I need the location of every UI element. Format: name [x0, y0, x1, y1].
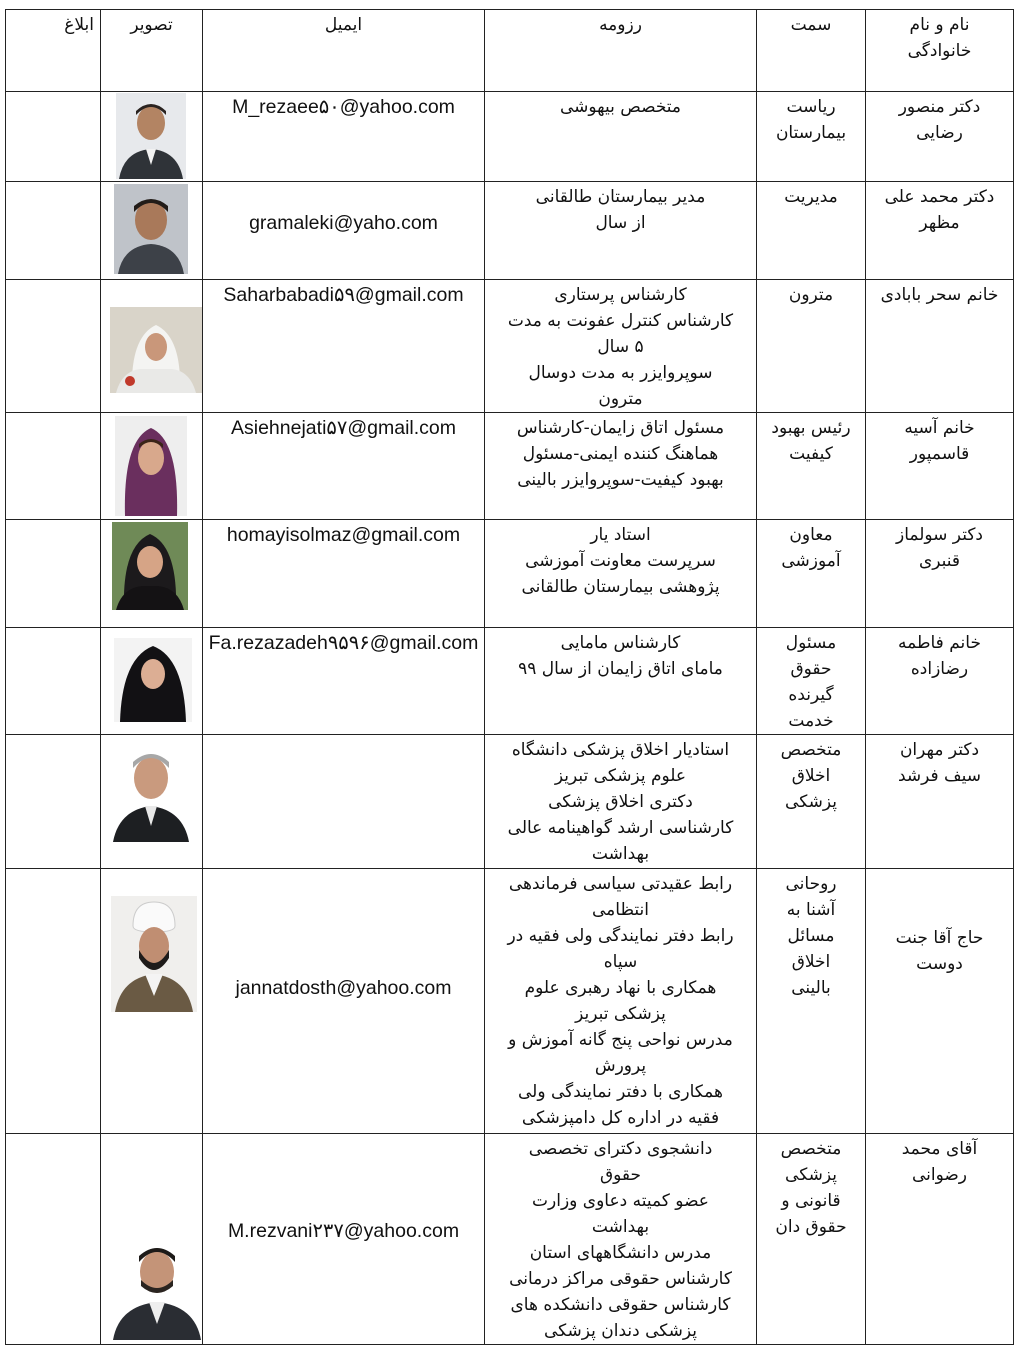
name-cell: خانم آسیه قاسمپور [866, 413, 1014, 520]
email-cell: jannatdosth@yahoo.com [203, 869, 485, 1134]
position-cell: روحانی آشنا به مسائل اخلاق بالینی [757, 869, 866, 1134]
email-cell: Fa.rezazadeh۹۵۹۶@gmail.com [203, 628, 485, 735]
resume-cell: متخصص بیهوشی [485, 92, 757, 182]
name-cell: خانم سحر بابادی [866, 280, 1014, 413]
resume-cell: استادیار اخلاق پزشکی دانشگاه علوم پزشکی تبریز دکتری اخلاق پزشکی کارشناسی ارشد گواهینامه عالی بهداشت [485, 735, 757, 869]
name-cell: آقای محمد رضوانی [866, 1134, 1014, 1345]
man-portrait-icon [111, 740, 191, 842]
notify-cell [6, 413, 101, 520]
notify-cell [6, 182, 101, 280]
table-row [6, 182, 1014, 280]
email-cell: Saharbabadi۵۹@gmail.com [203, 280, 485, 413]
photo-cell [101, 182, 203, 280]
header-notify: ابلاغ [6, 10, 101, 92]
email-cell: M_rezaee۵۰@yahoo.com [203, 92, 485, 182]
photo-cell [101, 735, 203, 869]
email-cell [203, 735, 485, 869]
name-cell: دکتر سولماز قنبری [866, 520, 1014, 628]
photo-cell [101, 92, 203, 182]
resume-cell: دانشجوی دکترای تخصصی حقوق عضو کمیته دعاوی وزارت بهداشت مدرس دانشگاههای استان کارشناس حقوقی مراکز درمانی کارشناس حقوقی دانشکده های پزشکی دندان پزشکی [485, 1134, 757, 1345]
photo-cell [101, 869, 203, 1134]
email-cell: Asiehnejati۵۷@gmail.com [203, 413, 485, 520]
header-photo: تصویر [101, 10, 203, 92]
email-cell: gramaleki@yaho.com [203, 182, 485, 280]
notify-cell [6, 628, 101, 735]
position-cell: متخصص اخلاق پزشکی [757, 735, 866, 869]
table-row [6, 520, 1014, 628]
header-position: سمت [757, 10, 866, 92]
position-cell: متخصص پزشکی قانونی و حقوق دان [757, 1134, 866, 1345]
header-email: ایمیل [203, 10, 485, 92]
resume-cell: مدیر بیمارستان طالقانی از سال [485, 182, 757, 280]
email-cell: homayisolmaz@gmail.com [203, 520, 485, 628]
resume-cell: کارشناس پرستاری کارشناس کنترل عفونت به مدت ۵ سال سوپروایزر به مدت دوسال مترون [485, 280, 757, 413]
table-row [6, 92, 1014, 182]
position-cell: مسئول حقوق گیرنده خدمت [757, 628, 866, 735]
position-cell: ریاست بیمارستان [757, 92, 866, 182]
table-row [6, 735, 1014, 869]
notify-cell [6, 280, 101, 413]
name-cell: خانم فاطمه رضازاده [866, 628, 1014, 735]
email-cell: M.rezvani۲۳۷@yahoo.com [203, 1134, 485, 1345]
name-cell: دکتر مهران سیف فرشد [866, 735, 1014, 869]
position-cell: مدیریت [757, 182, 866, 280]
notify-cell [6, 869, 101, 1134]
header-name: نام و نام خانوادگی [866, 10, 1014, 92]
name-cell: حاج آقا جنت دوست [866, 869, 1014, 1134]
woman-portrait-icon [112, 522, 188, 610]
photo-cell [101, 520, 203, 628]
notify-cell [6, 520, 101, 628]
man-portrait-icon [111, 1230, 203, 1340]
position-cell: معاون آموزشی [757, 520, 866, 628]
woman-portrait-icon [110, 307, 202, 393]
position-cell: مترون [757, 280, 866, 413]
resume-cell: رابط عقیدتی سیاسی فرماندهی انتظامی رابط دفتر نمایندگی ولی فقیه در سپاه همکاری با نهاد رهبری علوم پزشکی تبریز مدرس نواحی پنج گانه آموزش و پرورش همکاری با دفتر نمایندگی ولی فقیه در اداره کل دامپزشکی [485, 869, 757, 1134]
notify-cell [6, 1134, 101, 1345]
notify-cell [6, 92, 101, 182]
woman-portrait-icon [114, 638, 192, 722]
table-header-row [6, 10, 1014, 92]
photo-cell [101, 280, 203, 413]
resume-cell: مسئول اتاق زایمان-کارشناس هماهنگ کننده ایمنی-مسئول بهبود کیفیت-سوپروایزر بالینی [485, 413, 757, 520]
cleric-portrait-icon [111, 896, 197, 1012]
table-row [6, 413, 1014, 520]
photo-cell [101, 413, 203, 520]
photo-cell [101, 1134, 203, 1345]
header-resume: رزومه [485, 10, 757, 92]
man-portrait-icon [116, 93, 186, 179]
name-cell: دکتر منصور رضایی [866, 92, 1014, 182]
table-row [6, 628, 1014, 735]
photo-cell [101, 628, 203, 735]
resume-cell: کارشناس مامایی مامای اتاق زایمان از سال ۹۹ [485, 628, 757, 735]
staff-table [5, 9, 1014, 1345]
table-row [6, 280, 1014, 413]
man-portrait-icon [114, 184, 188, 274]
table-row [6, 869, 1014, 1134]
notify-cell [6, 735, 101, 869]
resume-cell: استاد یار سرپرست معاونت آموزشی پژوهشی بیمارستان طالقانی [485, 520, 757, 628]
table-row [6, 1134, 1014, 1345]
name-cell: دکتر محمد علی مظهر [866, 182, 1014, 280]
woman-portrait-icon [115, 416, 187, 516]
position-cell: رئیس بهبود کیفیت [757, 413, 866, 520]
